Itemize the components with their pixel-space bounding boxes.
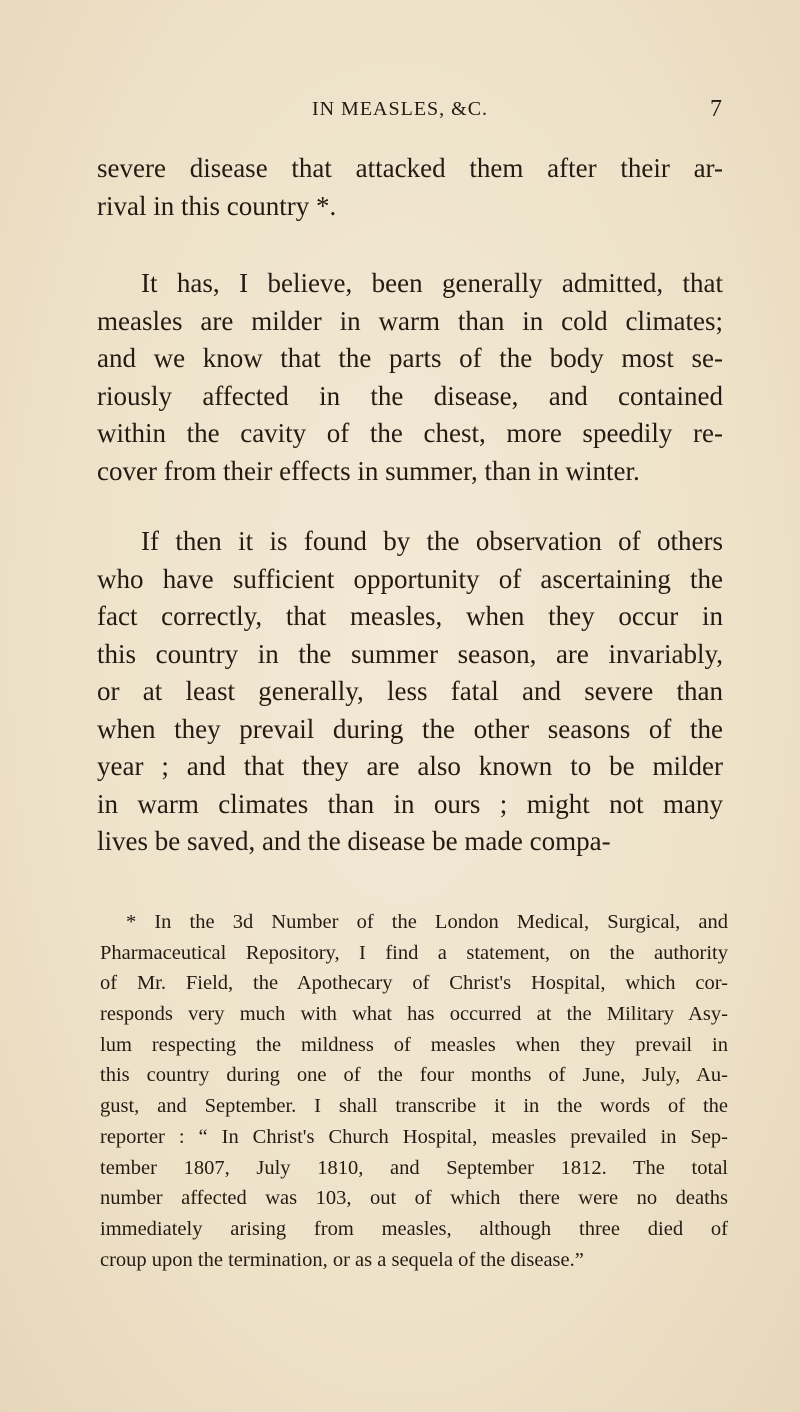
text-line: reporter : “ In Christ's Church Hospital, measles prevailed in Sep- — [100, 1125, 728, 1148]
paragraph-1 — [97, 150, 723, 225]
text-line: cover from their effects in summer, than in winter. — [97, 455, 640, 486]
text-line: fact correctly, that measles, when they occur in — [97, 601, 723, 631]
text-line: this country during one of the four months of June, July, Au- — [100, 1064, 728, 1087]
text-line: * In the 3d Number of the London Medical, Surgical, and — [126, 911, 728, 933]
text-line: this country in the summer season, are invariably, — [97, 638, 723, 669]
text-line: lives be saved, and the disease be made compa- — [97, 826, 611, 856]
text-line: riously affected in the disease, and contained — [97, 380, 723, 411]
paragraph-2 — [97, 265, 723, 490]
text-line: gust, and September. I shall transcribe it in the words of the — [100, 1095, 728, 1118]
text-line: when they prevail during the other seasons of the — [97, 713, 723, 744]
text-line: lum respecting the mildness of measles when they prevail in — [100, 1033, 728, 1056]
text-line: croup upon the termination, or as a sequela of the disease.” — [100, 1248, 584, 1271]
text-line: year ; and that they are also known to be milder — [97, 751, 723, 781]
text-line: within the cavity of the chest, more speedily re- — [97, 418, 723, 448]
running-title: IN MEASLES, &C. — [311, 98, 489, 120]
page-header — [0, 98, 800, 130]
text-line: It has, I believe, been generally admitted, that — [141, 268, 723, 298]
text-line: immediately arising from measles, although three died of — [100, 1217, 728, 1240]
text-line: tember 1807, July 1810, and September 1812. The total — [100, 1156, 728, 1179]
text-line: severe disease that attacked them after their ar- — [97, 153, 723, 183]
text-line: or at least generally, less fatal and severe than — [97, 676, 723, 706]
text-line: in warm climates than in ours ; might not many — [97, 788, 723, 819]
text-line: measles are milder in warm than in cold climates; — [97, 305, 723, 336]
text-line: If then it is found by the observation of others — [141, 526, 723, 556]
footnote — [100, 907, 728, 1275]
text-line: responds very much with what has occurred at the Military Asy- — [100, 1003, 728, 1026]
text-line: who have sufficient opportunity of ascertaining the — [97, 563, 723, 594]
text-line: rival in this country *. — [97, 190, 337, 221]
text-line: and we know that the parts of the body most se- — [97, 343, 723, 373]
page-number: 7 — [710, 96, 722, 122]
text-line: of Mr. Field, the Apothecary of Christ's Hospital, which cor- — [100, 972, 728, 995]
text-line: Pharmaceutical Repository, I find a statement, on the authority — [100, 941, 728, 964]
text-line: number affected was 103, out of which there were no deaths — [100, 1187, 728, 1210]
paragraph-3 — [97, 523, 723, 861]
